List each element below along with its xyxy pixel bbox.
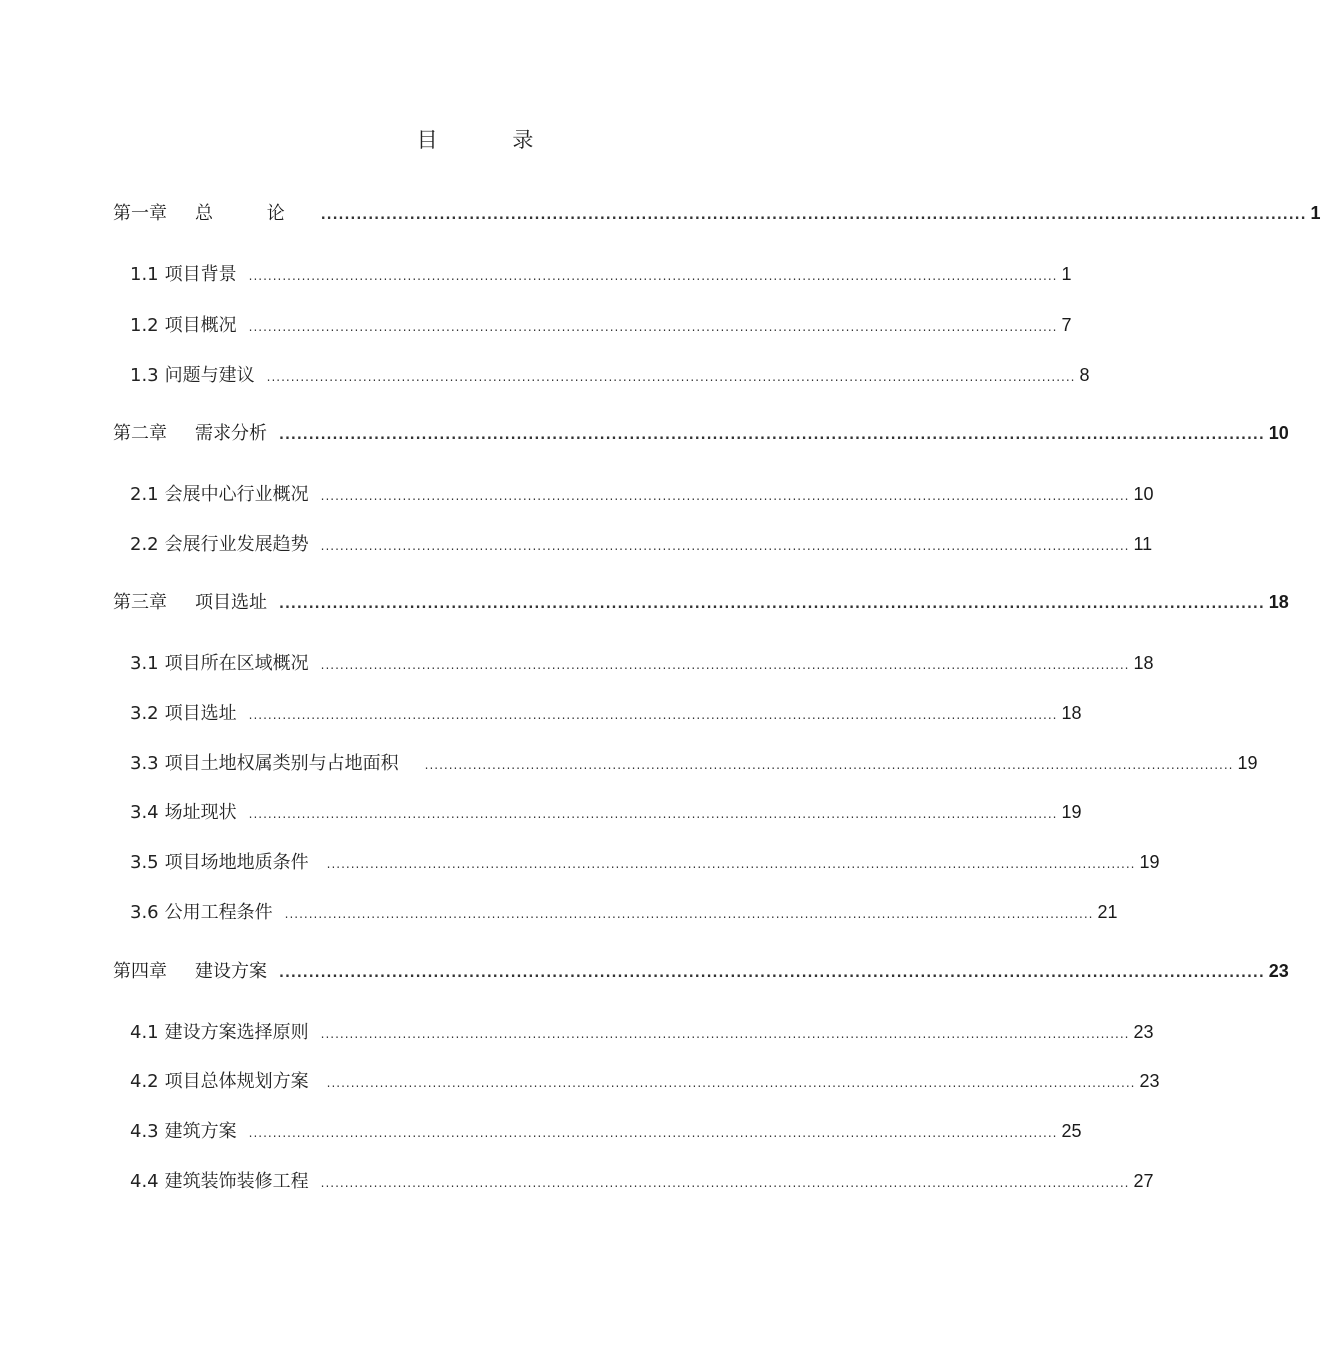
toc-entry-label bbox=[113, 588, 267, 614]
page-number: 11 bbox=[1133, 534, 1153, 554]
section-title: 建设方案选择原则 bbox=[164, 1022, 309, 1043]
dot-leader: ........................................................................................................................................................................ bbox=[320, 658, 1130, 672]
section-number: 4.1 bbox=[130, 1022, 159, 1043]
toc-entry-section-4-2[interactable] bbox=[130, 1067, 1160, 1093]
toc-entry-label bbox=[130, 798, 237, 824]
page-number: 10 bbox=[1133, 484, 1154, 504]
section-title: 项目背景 bbox=[164, 264, 237, 285]
toc-entry-label bbox=[130, 1067, 309, 1093]
page-number: 21 bbox=[1097, 902, 1118, 922]
toc-entry-chapter-4[interactable] bbox=[113, 957, 1289, 983]
toc-entry-section-1-2[interactable] bbox=[130, 311, 1072, 337]
toc-entry-label bbox=[130, 1117, 237, 1143]
toc-entry-label bbox=[130, 530, 309, 556]
page-number: 19 bbox=[1237, 753, 1258, 773]
page-number: 23 bbox=[1268, 961, 1289, 981]
toc-entry-label bbox=[113, 957, 267, 983]
dot-leader: ........................................................................................................................................................................ bbox=[248, 269, 1058, 283]
toc-entry-label bbox=[130, 1167, 309, 1193]
page-number: 19 bbox=[1139, 852, 1160, 872]
chapter-title: 建设方案 bbox=[195, 961, 267, 982]
toc-entry-label bbox=[130, 649, 309, 675]
page-number: 10 bbox=[1268, 423, 1289, 443]
section-title: 会展中心行业概况 bbox=[164, 484, 309, 505]
section-number: 4.3 bbox=[130, 1121, 159, 1142]
toc-entry-label bbox=[130, 361, 255, 387]
page-number: 19 bbox=[1061, 802, 1082, 822]
toc-entry-chapter-1[interactable] bbox=[113, 199, 1321, 225]
toc-entry-section-3-4[interactable] bbox=[130, 798, 1082, 824]
toc-entry-section-3-2[interactable] bbox=[130, 699, 1082, 725]
section-number: 1.1 bbox=[130, 264, 159, 285]
toc-entry-section-3-3[interactable] bbox=[130, 749, 1258, 775]
dot-leader: ........................................................................................................................................................................ bbox=[320, 489, 1130, 503]
section-number: 3.3 bbox=[130, 753, 159, 774]
section-number: 3.2 bbox=[130, 703, 159, 724]
section-number: 1.2 bbox=[130, 315, 159, 336]
page-number: 18 bbox=[1061, 703, 1082, 723]
section-number: 4.2 bbox=[130, 1071, 159, 1092]
toc-entry-label bbox=[130, 1018, 309, 1044]
chapter-number: 第二章 bbox=[113, 423, 167, 444]
page-number: 25 bbox=[1061, 1121, 1082, 1141]
section-title: 公用工程条件 bbox=[164, 902, 273, 923]
dot-leader: ........................................................................................................................................................................ bbox=[320, 1176, 1130, 1190]
chapter-title: 总 论 bbox=[195, 203, 309, 224]
section-number: 3.6 bbox=[130, 902, 159, 923]
section-number: 3.5 bbox=[130, 852, 159, 873]
section-title: 项目土地权属类别与占地面积 bbox=[164, 753, 399, 774]
toc-entry-label bbox=[130, 898, 273, 924]
toc-entry-label bbox=[130, 749, 399, 775]
page-number: 1 bbox=[1310, 203, 1321, 223]
toc-entry-label bbox=[113, 199, 309, 225]
section-number: 2.2 bbox=[130, 534, 159, 555]
dot-leader: ...................................................................................................................................................................... bbox=[320, 208, 1307, 223]
dot-leader: ........................................................................................................................................................................ bbox=[266, 370, 1076, 384]
toc-entry-label bbox=[113, 419, 267, 445]
toc-entry-section-3-6[interactable] bbox=[130, 898, 1118, 924]
section-number: 1.3 bbox=[130, 365, 159, 386]
section-title: 问题与建议 bbox=[164, 365, 255, 386]
dot-leader: ........................................................................................................................................................................ bbox=[320, 1027, 1130, 1041]
toc-entry-label bbox=[130, 260, 237, 286]
page-number: 7 bbox=[1061, 315, 1072, 335]
section-title: 建筑装饰装修工程 bbox=[164, 1171, 309, 1192]
toc-entry-chapter-2[interactable] bbox=[113, 419, 1289, 445]
section-title: 建筑方案 bbox=[164, 1121, 237, 1142]
dot-leader: ........................................................................................................................................................................ bbox=[326, 1076, 1136, 1090]
chapter-title: 项目选址 bbox=[195, 592, 267, 613]
chapter-title: 需求分析 bbox=[195, 423, 267, 444]
section-title: 项目场地地质条件 bbox=[164, 852, 309, 873]
toc-entry-label bbox=[130, 848, 309, 874]
chapter-number: 第四章 bbox=[113, 961, 167, 982]
chapter-number: 第三章 bbox=[113, 592, 167, 613]
page-number: 18 bbox=[1133, 653, 1154, 673]
dot-leader: ........................................................................................................................................................................ bbox=[248, 320, 1058, 334]
section-title: 项目所在区域概况 bbox=[164, 653, 309, 674]
toc-entry-section-1-1[interactable] bbox=[130, 260, 1072, 286]
section-title: 项目选址 bbox=[164, 703, 237, 724]
dot-leader: ...................................................................................................................................................................... bbox=[279, 428, 1265, 443]
dot-leader: ........................................................................................................................................................................ bbox=[248, 708, 1058, 722]
toc-entry-section-4-1[interactable] bbox=[130, 1018, 1154, 1044]
dot-leader: ........................................................................................................................................................................ bbox=[284, 907, 1094, 921]
section-title: 项目概况 bbox=[164, 315, 237, 336]
toc-entry-section-2-1[interactable] bbox=[130, 480, 1154, 506]
section-number: 2.1 bbox=[130, 484, 159, 505]
toc-entry-label bbox=[130, 699, 237, 725]
page-number: 23 bbox=[1133, 1022, 1154, 1042]
toc-entry-section-4-4[interactable] bbox=[130, 1167, 1154, 1193]
section-title: 项目总体规划方案 bbox=[164, 1071, 309, 1092]
chapter-number: 第一章 bbox=[113, 203, 167, 224]
section-number: 4.4 bbox=[130, 1171, 159, 1192]
toc-entry-section-3-1[interactable] bbox=[130, 649, 1154, 675]
dot-leader: ...................................................................................................................................................................... bbox=[279, 966, 1265, 981]
toc-entry-section-4-3[interactable] bbox=[130, 1117, 1082, 1143]
toc-entry-section-3-5[interactable] bbox=[130, 848, 1160, 874]
dot-leader: ........................................................................................................................................................................ bbox=[320, 539, 1130, 553]
page-number: 8 bbox=[1079, 365, 1090, 385]
section-number: 3.1 bbox=[130, 653, 159, 674]
dot-leader: ........................................................................................................................................................................ bbox=[248, 807, 1058, 821]
toc-entry-chapter-3[interactable] bbox=[113, 588, 1289, 614]
section-number: 3.4 bbox=[130, 802, 159, 823]
dot-leader: ........................................................................................................................................................................ bbox=[424, 758, 1234, 772]
toc-entry-label bbox=[130, 480, 309, 506]
section-title: 场址现状 bbox=[164, 802, 237, 823]
dot-leader: ........................................................................................................................................................................ bbox=[326, 857, 1136, 871]
page-number: 1 bbox=[1061, 264, 1072, 284]
page-number: 23 bbox=[1139, 1071, 1160, 1091]
dot-leader: ........................................................................................................................................................................ bbox=[248, 1126, 1058, 1140]
toc-entry-section-1-3[interactable] bbox=[130, 361, 1090, 387]
dot-leader: ...................................................................................................................................................................... bbox=[279, 597, 1265, 612]
toc-title: 目 录 bbox=[416, 128, 568, 152]
section-title: 会展行业发展趋势 bbox=[164, 534, 309, 555]
toc-entry-label bbox=[130, 311, 237, 337]
page-number: 27 bbox=[1133, 1171, 1154, 1191]
toc-entry-section-2-2[interactable] bbox=[130, 530, 1153, 556]
page-number: 18 bbox=[1268, 592, 1289, 612]
